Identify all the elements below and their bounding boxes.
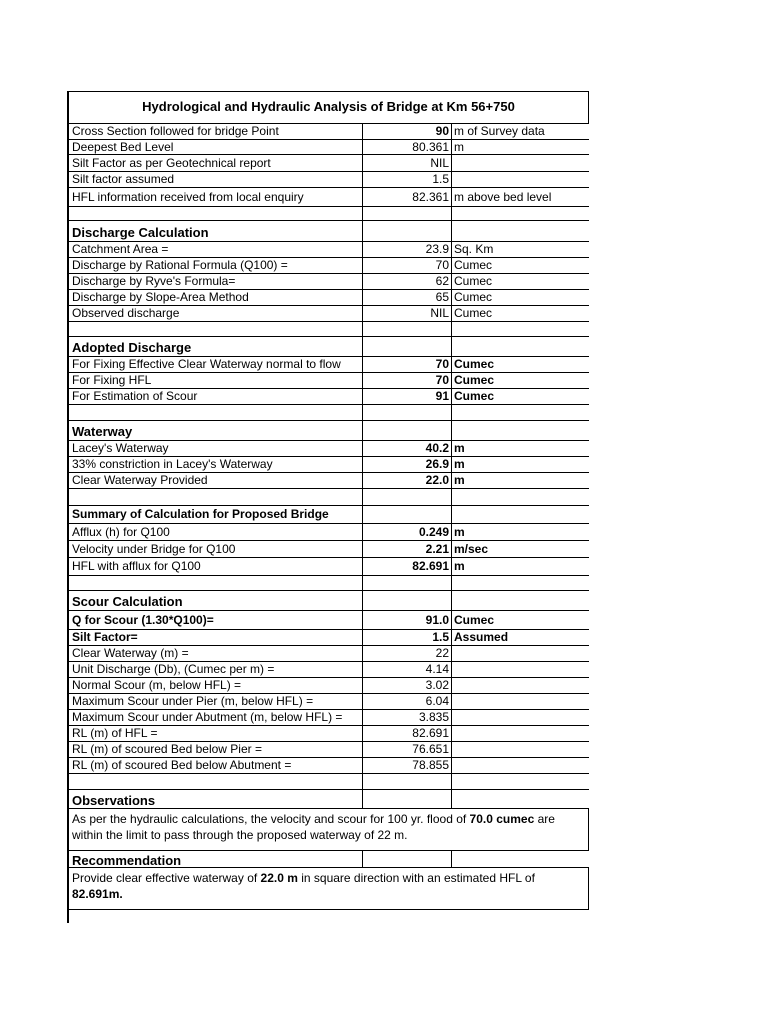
table-row xyxy=(67,373,589,389)
value-cell[interactable]: 1.5 xyxy=(362,172,451,187)
blank-row xyxy=(67,774,589,790)
value-cell[interactable]: 70 xyxy=(362,373,451,388)
value-cell[interactable]: 70 xyxy=(362,258,451,273)
value-cell[interactable] xyxy=(362,421,451,440)
section-title[interactable]: Scour Calculation xyxy=(67,591,362,610)
value-cell[interactable] xyxy=(362,489,451,505)
label-cell[interactable]: Clear Waterway (m) = xyxy=(67,646,362,661)
label-cell[interactable]: Silt factor assumed xyxy=(67,172,362,187)
unit-cell[interactable]: m above bed level xyxy=(451,188,589,206)
unit-cell[interactable] xyxy=(451,726,589,741)
unit-cell[interactable] xyxy=(451,405,589,420)
paragraph-text: As per the hydraulic calculations, the velocity and scour for 100 yr. flood of xyxy=(72,812,470,826)
table-row xyxy=(67,726,589,742)
unit-cell[interactable] xyxy=(451,851,589,867)
table-row xyxy=(67,473,589,489)
label-cell[interactable] xyxy=(67,489,362,505)
value-cell[interactable] xyxy=(362,790,451,808)
value-cell[interactable]: 26.9 xyxy=(362,457,451,472)
value-cell[interactable]: 90 xyxy=(362,124,451,139)
unit-cell[interactable]: Cumec xyxy=(451,290,589,305)
table-row xyxy=(67,758,589,774)
unit-cell[interactable]: m xyxy=(451,441,589,456)
value-cell[interactable]: NIL xyxy=(362,155,451,171)
unit-cell[interactable]: m xyxy=(451,524,589,540)
table-row xyxy=(67,389,589,405)
value-cell[interactable] xyxy=(362,207,451,220)
paragraph-text: in square direction with an estimated HFL of xyxy=(297,871,535,885)
paragraph-text: 22.0 m xyxy=(260,871,298,885)
title-row xyxy=(67,91,589,124)
value-cell[interactable]: 3.835 xyxy=(362,710,451,725)
unit-cell[interactable]: Cumec xyxy=(451,389,589,404)
label-cell[interactable]: For Fixing HFL xyxy=(67,373,362,388)
paragraph-row xyxy=(67,868,589,910)
label-cell[interactable]: Unit Discharge (Db), (Cumec per m) = xyxy=(67,662,362,677)
label-cell[interactable]: Discharge by Slope-Area Method xyxy=(67,290,362,305)
label-cell[interactable]: Summary of Calculation for Proposed Bridge xyxy=(67,506,362,523)
table-row xyxy=(67,558,589,576)
label-cell[interactable]: Q for Scour (1.30*Q100)= xyxy=(67,611,362,629)
unit-cell[interactable] xyxy=(451,576,589,590)
value-cell[interactable] xyxy=(362,405,451,420)
table-row xyxy=(67,140,589,155)
table-title[interactable]: Hydrological and Hydraulic Analysis of Bridge at Km 56+750 xyxy=(67,92,588,123)
table-body xyxy=(67,124,589,923)
spreadsheet-table xyxy=(67,91,589,923)
section-header-row xyxy=(67,591,589,611)
value-cell[interactable]: 22 xyxy=(362,646,451,661)
label-cell[interactable]: Cross Section followed for bridge Point xyxy=(67,124,362,139)
value-cell[interactable] xyxy=(362,774,451,789)
label-cell[interactable]: 33% constriction in Lacey's Waterway xyxy=(67,457,362,472)
unit-cell[interactable]: Cumec xyxy=(451,373,589,388)
table-row xyxy=(67,172,589,188)
unit-cell[interactable] xyxy=(451,678,589,693)
label-cell[interactable]: Observed discharge xyxy=(67,306,362,321)
label-cell[interactable]: For Estimation of Scour xyxy=(67,389,362,404)
value-cell[interactable] xyxy=(362,322,451,336)
label-cell[interactable]: RL (m) of scoured Bed below Pier = xyxy=(67,742,362,757)
table-row xyxy=(67,290,589,306)
value-cell[interactable]: NIL xyxy=(362,306,451,321)
unit-cell[interactable]: Cumec xyxy=(451,357,589,372)
label-cell[interactable]: RL (m) of scoured Bed below Abutment = xyxy=(67,758,362,773)
value-cell[interactable]: 82.691 xyxy=(362,558,451,575)
label-cell[interactable]: Silt Factor as per Geotechnical report xyxy=(67,155,362,171)
table-row xyxy=(67,646,589,662)
table-row xyxy=(67,662,589,678)
value-cell[interactable]: 23.9 xyxy=(362,242,451,257)
value-cell[interactable]: 80.361 xyxy=(362,140,451,154)
label-cell[interactable]: Catchment Area = xyxy=(67,242,362,257)
blank-row xyxy=(67,576,589,591)
value-cell[interactable]: 65 xyxy=(362,290,451,305)
section-header-row xyxy=(67,851,589,868)
unit-cell[interactable]: m xyxy=(451,457,589,472)
unit-cell[interactable] xyxy=(451,322,589,336)
table-row xyxy=(67,155,589,172)
value-cell[interactable]: 76.651 xyxy=(362,742,451,757)
unit-cell[interactable] xyxy=(451,758,589,773)
unit-cell[interactable] xyxy=(451,489,589,505)
table-row xyxy=(67,611,589,630)
unit-cell[interactable]: m xyxy=(451,140,589,154)
paragraph-cell[interactable] xyxy=(67,868,589,909)
unit-cell[interactable]: Cumec xyxy=(451,306,589,321)
label-cell[interactable]: Lacey's Waterway xyxy=(67,441,362,456)
table-row xyxy=(67,188,589,207)
section-title[interactable]: Discharge Calculation xyxy=(67,221,362,241)
unit-cell[interactable]: Sq. Km xyxy=(451,242,589,257)
value-cell[interactable]: 4.14 xyxy=(362,662,451,677)
unit-cell[interactable]: Cumec xyxy=(451,258,589,273)
label-cell[interactable] xyxy=(67,322,362,336)
unit-cell[interactable]: Cumec xyxy=(451,274,589,289)
value-cell[interactable]: 2.21 xyxy=(362,541,451,557)
section-title[interactable]: Recommendation xyxy=(67,851,362,867)
label-cell[interactable]: Clear Waterway Provided xyxy=(67,473,362,488)
section-title[interactable]: Adopted Discharge xyxy=(67,337,362,356)
paragraph-text: 82.691m. xyxy=(72,887,123,901)
value-cell[interactable]: 22.0 xyxy=(362,473,451,488)
unit-cell[interactable]: m/sec xyxy=(451,541,589,557)
label-cell[interactable] xyxy=(67,405,362,420)
table-row xyxy=(67,441,589,457)
blank-row xyxy=(67,322,589,337)
table-row xyxy=(67,457,589,473)
blank-row xyxy=(67,207,589,221)
unit-cell[interactable] xyxy=(451,662,589,677)
unit-cell[interactable] xyxy=(451,207,589,220)
label-cell[interactable]: Velocity under Bridge for Q100 xyxy=(67,541,362,557)
paragraph-text: are within the limit to pass through the proposed waterway of 22 m. xyxy=(72,812,555,842)
table-row xyxy=(67,506,589,524)
label-cell[interactable]: Silt Factor= xyxy=(67,630,362,645)
table-row xyxy=(67,124,589,140)
unit-cell[interactable] xyxy=(451,774,589,789)
label-cell[interactable]: HFL information received from local enquiry xyxy=(67,188,362,206)
section-title[interactable]: Observations xyxy=(67,790,362,808)
label-cell[interactable] xyxy=(67,207,362,220)
value-cell[interactable]: 62 xyxy=(362,274,451,289)
label-cell[interactable]: RL (m) of HFL = xyxy=(67,726,362,741)
unit-cell[interactable] xyxy=(451,710,589,725)
label-cell[interactable]: Discharge by Ryve's Formula= xyxy=(67,274,362,289)
unit-cell[interactable]: m xyxy=(451,473,589,488)
value-cell[interactable] xyxy=(362,337,451,356)
label-cell[interactable]: Afflux (h) for Q100 xyxy=(67,524,362,540)
value-cell[interactable] xyxy=(362,221,451,241)
unit-cell[interactable] xyxy=(451,790,589,808)
unit-cell[interactable] xyxy=(451,591,589,610)
unit-cell[interactable] xyxy=(451,155,589,171)
table-row xyxy=(67,524,589,541)
blank-row xyxy=(67,405,589,421)
label-cell[interactable]: Maximum Scour under Pier (m, below HFL) = xyxy=(67,694,362,709)
unit-cell[interactable]: m xyxy=(451,558,589,575)
unit-cell[interactable] xyxy=(451,506,589,523)
unit-cell[interactable] xyxy=(451,221,589,241)
value-cell[interactable] xyxy=(362,851,451,867)
table-row xyxy=(67,630,589,646)
table-row xyxy=(67,258,589,274)
unit-cell[interactable]: Cumec xyxy=(451,611,589,629)
value-cell[interactable]: 91 xyxy=(362,389,451,404)
label-cell[interactable]: Maximum Scour under Abutment (m, below HFL) = xyxy=(67,710,362,725)
table-row xyxy=(67,710,589,726)
value-cell[interactable]: 70 xyxy=(362,357,451,372)
table-row xyxy=(67,274,589,290)
value-cell[interactable] xyxy=(362,576,451,590)
section-title[interactable]: Waterway xyxy=(67,421,362,440)
label-cell[interactable]: For Fixing Effective Clear Waterway normal to flow xyxy=(67,357,362,372)
blank-row xyxy=(67,489,589,506)
table-row xyxy=(67,742,589,758)
unit-cell[interactable] xyxy=(451,694,589,709)
label-cell[interactable]: Deepest Bed Level xyxy=(67,140,362,154)
label-cell[interactable]: HFL with afflux for Q100 xyxy=(67,558,362,575)
value-cell[interactable] xyxy=(362,591,451,610)
paragraph-text: Provide clear effective waterway of xyxy=(72,871,261,885)
unit-cell[interactable] xyxy=(451,337,589,356)
label-cell[interactable]: Normal Scour (m, below HFL) = xyxy=(67,678,362,693)
unit-cell[interactable] xyxy=(451,172,589,187)
table-row xyxy=(67,541,589,558)
unit-cell[interactable]: Assumed xyxy=(451,630,589,645)
value-cell[interactable]: 0.249 xyxy=(362,524,451,540)
section-header-row xyxy=(67,221,589,242)
table-row xyxy=(67,242,589,258)
value-cell[interactable]: 40.2 xyxy=(362,441,451,456)
value-cell[interactable] xyxy=(362,506,451,523)
section-header-row xyxy=(67,337,589,357)
value-cell[interactable]: 3.02 xyxy=(362,678,451,693)
unit-cell[interactable] xyxy=(451,646,589,661)
value-cell[interactable]: 82.691 xyxy=(362,726,451,741)
trailing-row xyxy=(67,910,589,923)
table-row xyxy=(67,678,589,694)
unit-cell[interactable] xyxy=(451,742,589,757)
label-cell[interactable] xyxy=(67,774,362,789)
unit-cell[interactable] xyxy=(451,421,589,440)
table-row xyxy=(67,694,589,710)
value-cell[interactable]: 91.0 xyxy=(362,611,451,629)
value-cell[interactable]: 78.855 xyxy=(362,758,451,773)
paragraph-text: 70.0 cumec xyxy=(469,812,535,826)
label-cell[interactable]: Discharge by Rational Formula (Q100) = xyxy=(67,258,362,273)
label-cell[interactable] xyxy=(67,576,362,590)
value-cell[interactable]: 6.04 xyxy=(362,694,451,709)
paragraph-row xyxy=(67,809,589,851)
unit-cell[interactable]: m of Survey data xyxy=(451,124,589,139)
table-row xyxy=(67,306,589,322)
value-cell[interactable]: 1.5 xyxy=(362,630,451,645)
section-header-row xyxy=(67,790,589,809)
section-header-row xyxy=(67,421,589,441)
table-row xyxy=(67,357,589,373)
value-cell[interactable]: 82.361 xyxy=(362,188,451,206)
paragraph-cell[interactable] xyxy=(67,809,589,850)
